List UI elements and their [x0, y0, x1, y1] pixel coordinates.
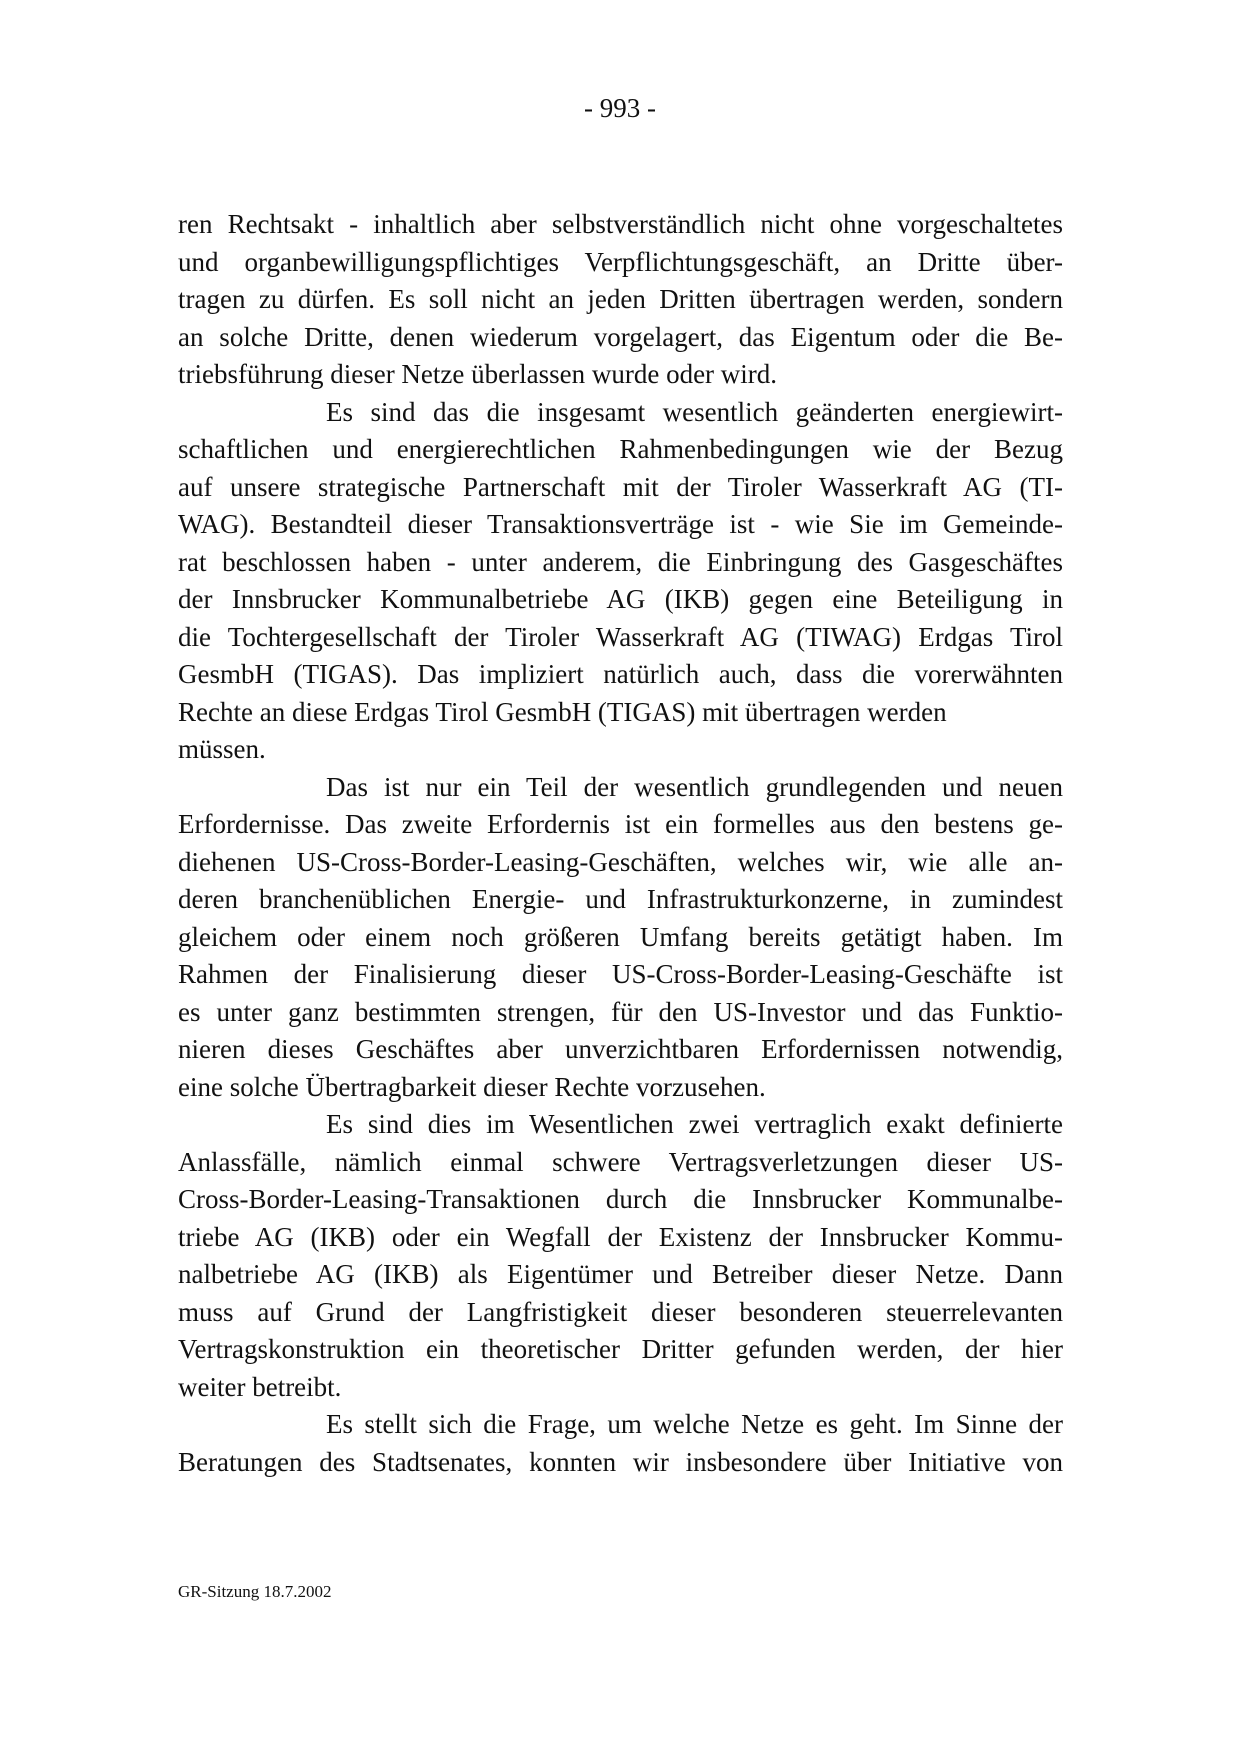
- text-line: auf unsere strategische Partnerschaft mit der Tiroler Wasserkraft AG (TI-: [178, 471, 1063, 502]
- paragraph: [178, 206, 1063, 394]
- text-line: und organbewilligungspflichtiges Verpflichtungsgeschäft, an Dritte über-: [178, 246, 1063, 277]
- text-line: Es sind das die insgesamt wesentlich geänderten energiewirt-: [326, 396, 1063, 427]
- text-line: schaftlichen und energierechtlichen Rahmenbedingungen wie der Bezug: [178, 434, 1063, 464]
- text-line: triebe AG (IKB) oder ein Wegfall der Existenz der Innsbrucker Kommu-: [178, 1221, 1063, 1252]
- text-line: gleichem oder einem noch größeren Umfang bereits getätigt haben. Im: [178, 921, 1063, 952]
- text-line: Es sind dies im Wesentlichen zwei vertraglich exakt definierte: [326, 1109, 1063, 1139]
- text-line: Rahmen der Finalisierung dieser US-Cross-Border-Leasing-Geschäfte ist: [178, 959, 1063, 989]
- text-line: müssen.: [178, 734, 266, 764]
- text-line: eine solche Übertragbarkeit dieser Rechte vorzusehen.: [178, 1071, 766, 1102]
- text-line: tragen zu dürfen. Es soll nicht an jeden Dritten übertragen werden, sondern: [178, 284, 1063, 314]
- text-line: triebsführung dieser Netze überlassen wurde oder wird.: [178, 359, 778, 389]
- paragraph: [178, 1406, 1063, 1481]
- text-line: rat beschlossen haben - unter anderem, die Einbringung des Gasgeschäftes: [178, 546, 1063, 577]
- text-line: es unter ganz bestimmten strengen, für den US-Investor und das Funktio-: [178, 996, 1063, 1027]
- text-line: Cross-Border-Leasing-Transaktionen durch die Innsbrucker Kommunalbe-: [178, 1184, 1063, 1214]
- text-line: GesmbH (TIGAS). Das impliziert natürlich auch, dass die vorerwähnten: [178, 659, 1063, 689]
- body-text: [178, 206, 1063, 1481]
- text-line: ren Rechtsakt - inhaltlich aber selbstverständlich nicht ohne vorgeschaltetes: [178, 209, 1063, 239]
- paragraph: [178, 1106, 1063, 1406]
- text-line: an solche Dritte, denen wiederum vorgelagert, das Eigentum oder die Be-: [178, 321, 1063, 352]
- text-line: muss auf Grund der Langfristigkeit dieser besonderen steuerrelevanten: [178, 1296, 1063, 1327]
- text-line: Rechte an diese Erdgas Tirol GesmbH (TIGAS) mit übertragen werden: [178, 696, 947, 727]
- text-line: Beratungen des Stadtsenates, konnten wir insbesondere über Initiative von: [178, 1446, 1063, 1477]
- text-line: nalbetriebe AG (IKB) als Eigentümer und Betreiber dieser Netze. Dann: [178, 1259, 1063, 1289]
- footer: GR-Sitzung 18.7.2002: [178, 1582, 332, 1601]
- text-line: Das ist nur ein Teil der wesentlich grundlegenden und neuen: [326, 771, 1063, 802]
- text-line: die Tochtergesellschaft der Tiroler Wasserkraft AG (TIWAG) Erdgas Tirol: [178, 621, 1063, 652]
- text-line: deren branchenüblichen Energie- und Infrastrukturkonzerne, in zumindest: [178, 884, 1063, 914]
- text-line: Erfordernisse. Das zweite Erfordernis ist ein formelles aus den bestens ge-: [178, 809, 1063, 839]
- paragraph: [178, 394, 1063, 769]
- text-line: weiter betreibt.: [178, 1371, 342, 1402]
- text-line: nieren dieses Geschäftes aber unverzichtbaren Erfordernissen notwendig,: [178, 1034, 1063, 1064]
- text-line: diehenen US-Cross-Border-Leasing-Geschäften, welches wir, wie alle an-: [178, 846, 1063, 877]
- text-line: der Innsbrucker Kommunalbetriebe AG (IKB) gegen eine Beteiligung in: [178, 584, 1063, 614]
- text-line: Es stellt sich die Frage, um welche Netze es geht. Im Sinne der: [326, 1409, 1063, 1439]
- page-number: - 993 -: [584, 93, 656, 123]
- text-line: Anlassfälle, nämlich einmal schwere Vertragsverletzungen dieser US-: [178, 1146, 1063, 1177]
- text-line: Vertragskonstruktion ein theoretischer Dritter gefunden werden, der hier: [178, 1334, 1063, 1364]
- paragraph: [178, 769, 1063, 1107]
- text-line: WAG). Bestandteil dieser Transaktionsverträge ist - wie Sie im Gemeinde-: [178, 509, 1063, 539]
